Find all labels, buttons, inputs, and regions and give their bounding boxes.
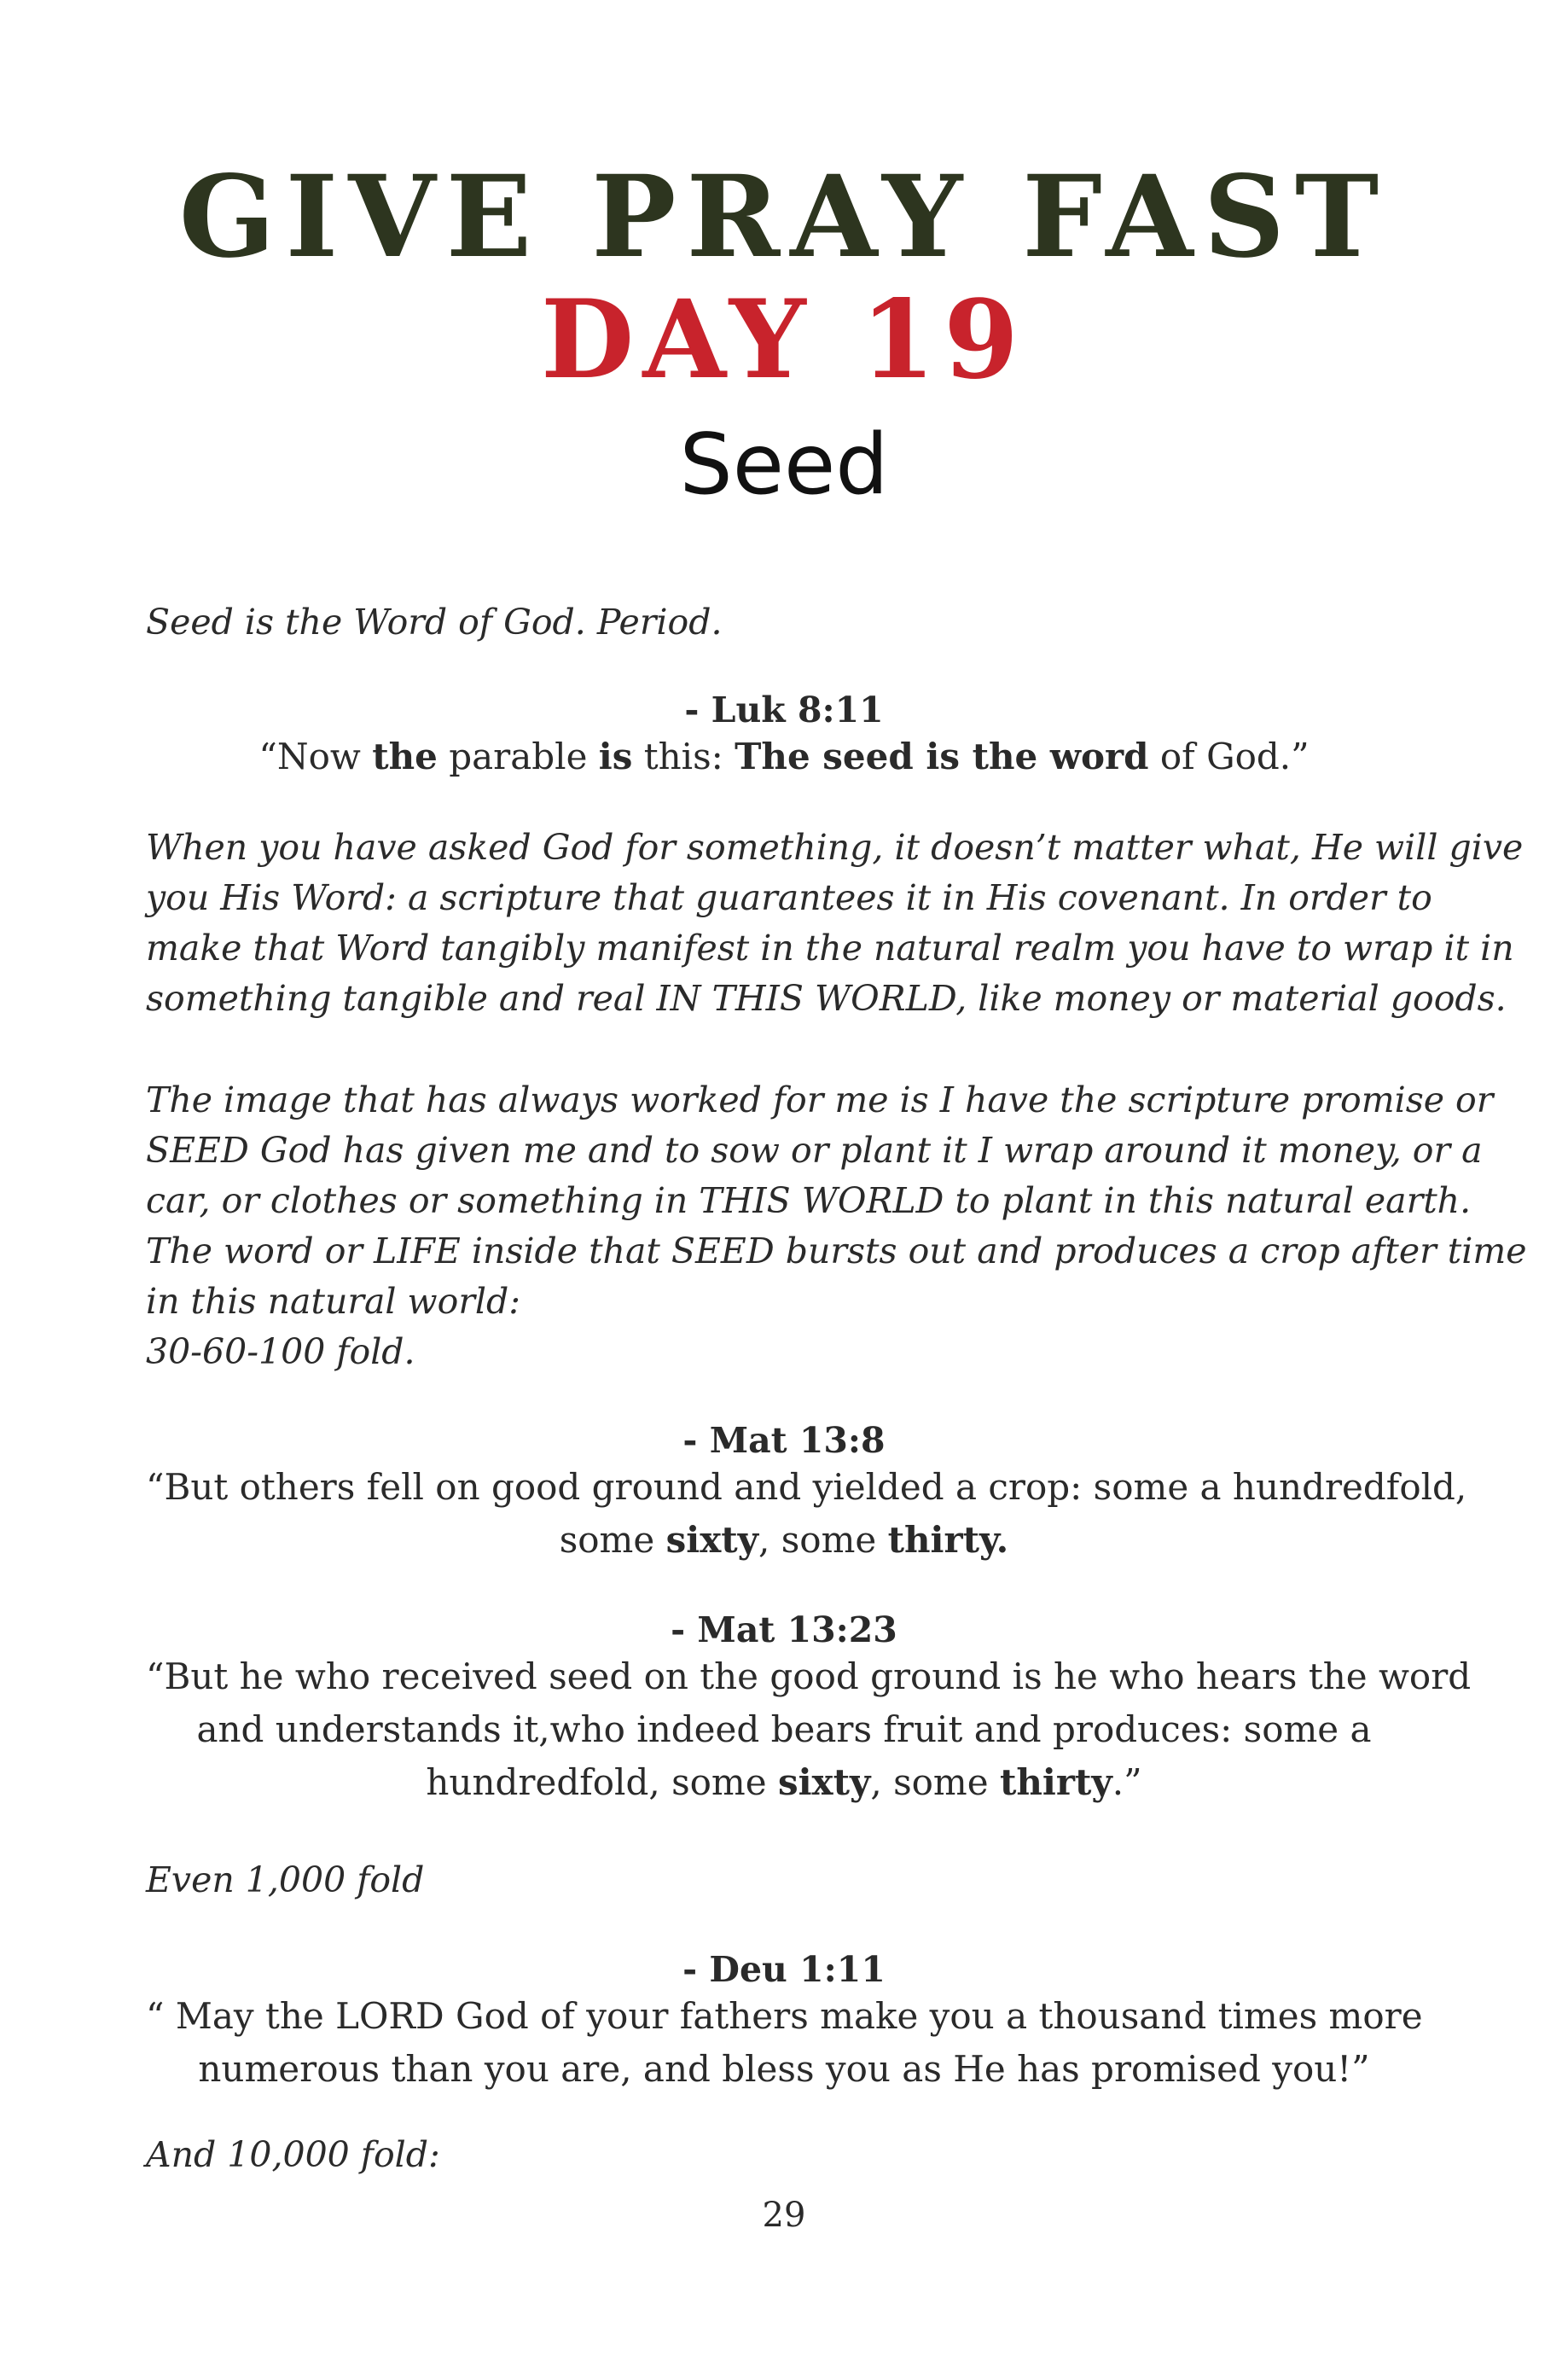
verse-text-mat-13-23	[146, 1650, 1472, 1809]
verse-segment: hundredfold, some	[426, 1761, 778, 1803]
verse-emphasis: thirty	[999, 1761, 1112, 1803]
even-paragraph	[146, 1855, 1417, 1905]
paragraph-line: The word or LIFE inside that SEED bursts out and produces a crop after time	[146, 1231, 1527, 1271]
verse-line: and understands it,who indeed bears fruit and produces: some a	[196, 1708, 1372, 1750]
even-text: Even 1,000 fold	[146, 1859, 425, 1900]
day-heading: DAY 19	[541, 276, 1027, 403]
verse-reference-mat-13-8: - Mat 13:8	[682, 1420, 886, 1461]
paragraph-line: When you have asked God for something, it doesn’t matter what, He will give	[146, 827, 1524, 868]
verse-line	[146, 730, 1422, 783]
and-paragraph	[146, 2130, 1417, 2180]
page-number: 29	[762, 2196, 806, 2235]
verse-line	[146, 1514, 1422, 1567]
verse-line: “But others fell on good ground and yielded a crop: some a hundredfold,	[146, 1466, 1467, 1508]
verse-text-luk	[146, 730, 1422, 783]
verse-segment: some	[559, 1519, 666, 1561]
paragraph-image-worked	[146, 1075, 1527, 1377]
verse-segment: , some	[870, 1761, 1000, 1803]
verse-segment: of God.”	[1148, 736, 1310, 777]
verse-emphasis: sixty	[665, 1519, 759, 1561]
verse-segment: this:	[632, 736, 735, 777]
verse-line: numerous than you are, and bless you as He has promised you!”	[198, 2048, 1370, 2090]
paragraph-line: you His Word: a scripture that guarantees it in His covenant. In order to	[146, 877, 1432, 918]
verse-segment: .”	[1112, 1761, 1142, 1803]
verse-segment: , some	[758, 1519, 888, 1561]
verse-line: “ May the LORD God of your fathers make you a thousand times more	[146, 1995, 1423, 2037]
verse-reference-deu: - Deu 1:11	[682, 1949, 886, 1990]
page-title: GIVE PRAY FAST	[178, 151, 1390, 283]
verse-segment: parable	[437, 736, 599, 777]
verse-emphasis: sixty	[777, 1761, 871, 1803]
verse-line: “But he who received seed on the good ground is he who hears the word	[146, 1655, 1472, 1697]
verse-line	[146, 1756, 1422, 1809]
intro-paragraph	[146, 597, 1417, 648]
and-text: And 10,000 fold:	[146, 2134, 440, 2175]
verse-text-mat-13-8	[146, 1461, 1467, 1567]
verse-text-deu	[146, 1990, 1422, 2096]
verse-emphasis: is	[598, 736, 633, 777]
verse-reference-mat-13-23: - Mat 13:23	[671, 1609, 897, 1650]
verse-emphasis: The seed is the word	[735, 736, 1149, 777]
verse-segment: “Now	[258, 736, 373, 777]
paragraph-line: The image that has always worked for me is I have the scripture promise or	[146, 1079, 1494, 1120]
paragraph-line: something tangible and real IN THIS WORLD, like money or material goods.	[146, 978, 1507, 1019]
day-subtitle: Seed	[679, 416, 889, 514]
paragraph-when-asked	[146, 823, 1524, 1024]
verse-emphasis: thirty.	[887, 1519, 1009, 1561]
verse-emphasis: the	[372, 736, 438, 777]
paragraph-line: SEED God has given me and to sow or plant it I wrap around it money, or a	[146, 1130, 1483, 1171]
verse-reference-luk: - Luk 8:11	[684, 689, 884, 730]
intro-text: Seed is the Word of God. Period.	[146, 602, 723, 643]
paragraph-line: in this natural world:	[146, 1281, 521, 1322]
paragraph-line: make that Word tangibly manifest in the natural realm you have to wrap it in	[146, 928, 1514, 969]
paragraph-line: 30-60-100 fold.	[146, 1331, 415, 1372]
paragraph-line: car, or clothes or something in THIS WORLD to plant in this natural earth.	[146, 1180, 1472, 1221]
